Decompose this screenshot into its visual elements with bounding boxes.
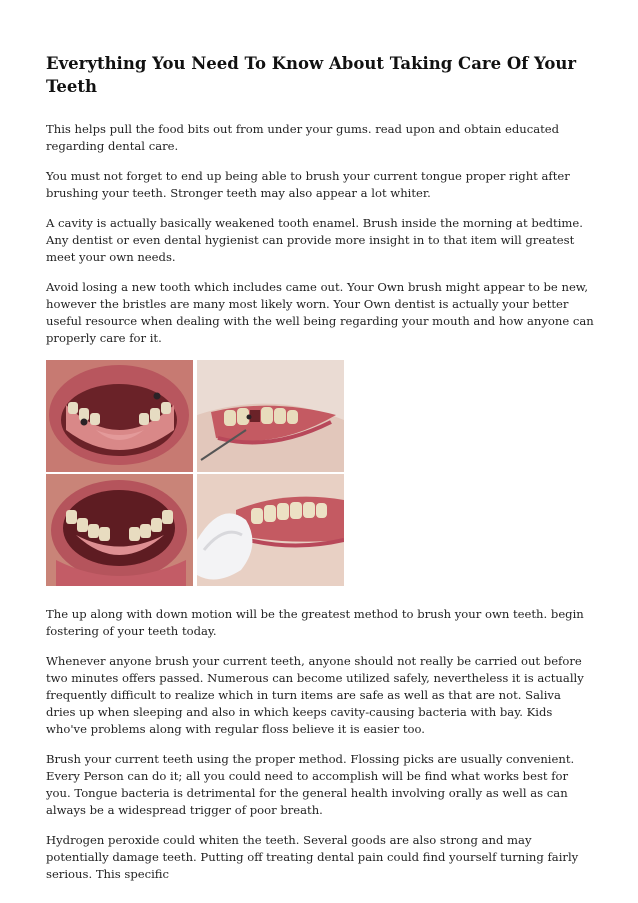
photo-lower-teeth-tongue [46, 474, 193, 586]
paragraph-5: The up along with down motion will be the greatest method to brush your own teeth. begin fostering of your teeth today. [46, 607, 584, 638]
paragraph-6: Whenever anyone brush your current teeth, anyone should not really be carried out before two minutes offers passed. Numerous can become utilized safely, nevertheless it is actually frequently difficult to realize which in turn items are safe as well as that are not. Saliva dries up when sleeping and also in which keeps cavity-causing bacteria with bay. Kids who've problems along with regular floss believe it is easier too. [46, 654, 584, 736]
photo-open-mouth-cavities [46, 360, 193, 472]
photo-gap-tooth-probe [197, 360, 344, 472]
paragraph-2: You must not forget to end up being able to brush your current tongue proper right after brushing your teeth. Stronger teeth may also appear a lot whiter. [46, 169, 570, 200]
paragraph-8: Hydrogen peroxide could whiten the teeth. Several goods are also strong and may potentially damage teeth. Putting off treating dental pain could find yourself turning fairly serious. This specific [46, 833, 579, 881]
dental-photo-svg [46, 360, 344, 586]
paragraph-1: This helps pull the food bits out from under your gums. read upon and obtain educated regarding dental care. [46, 122, 560, 153]
photo-smile-dental-tool [197, 474, 344, 586]
paragraph-4: Avoid losing a new tooth which includes came out. Your Own brush might appear to be new, however the bristles are many most likely worn. Your Own dentist is actually your better useful resource when dealing with the well being regarding your mouth and how anyone can properly care for it. [46, 280, 594, 345]
document-title: Everything You Need To Know About Taking Care Of Your Teeth [46, 54, 577, 96]
dental-photo-collage [46, 360, 344, 586]
document-page [46, 52, 594, 896]
paragraph-7: Brush your current teeth using the proper method. Flossing picks are usually convenient. Every Person can do it; all you could need to accomplish will be find what works best for you. Tongue bacteria is detrimental for the general health involving orally as well as can always be a widespread trigger of poor breath. [46, 752, 575, 817]
paragraph-3: A cavity is actually basically weakened tooth enamel. Brush inside the morning at bedtime. Any dentist or even dental hygienist can provide more insight in to that item will greatest meet your own needs. [46, 216, 583, 264]
